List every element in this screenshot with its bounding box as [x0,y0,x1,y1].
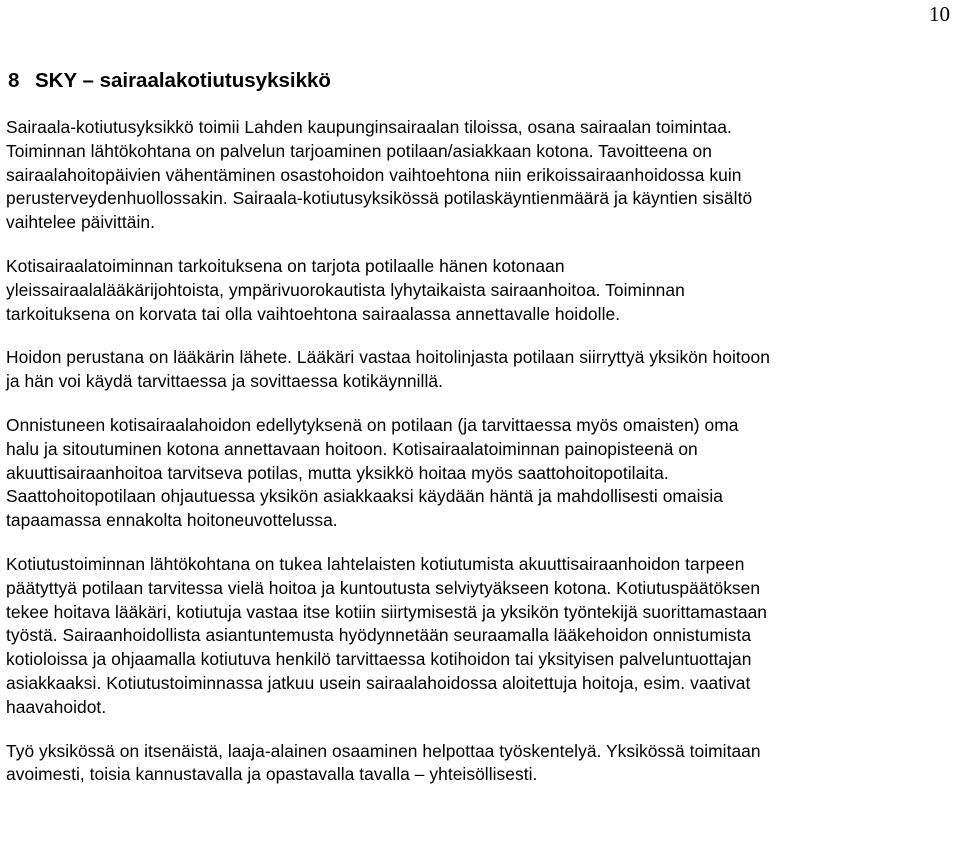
text-line: sairaalahoitopäivien vähentäminen osastohoidon vaihtoehtona niin erikoissairaanhoidossa kuin [6,164,742,185]
text-line: ja hän voi käydä tarvittaessa ja sovittaessa kotikäynnillä. [6,371,443,392]
text-line: työstä. Sairaanhoidollista asiantuntemusta hyödynnetään seuraamalla lääkehoidon onnistumista [6,625,752,646]
text-line: päätyttyä potilaan tarvitessa vielä hoitoa ja kuntoutusta selviytyäkseen kotona. Kotiutuspäätöksen [6,577,761,598]
text-line: akuuttisairaanhoitoa tarvitseva potilas, mutta yksikkö hoitaa myös saattohoitopotilaita. [6,462,669,483]
text-line: Toiminnan lähtökohtana on palvelun tarjoaminen potilaan/asiakkaan kotona. Tavoitteena on [6,140,712,161]
paragraph [6,553,946,720]
text-line: asiakkaaksi. Kotiutustoiminnassa jatkuu usein sairaalahoidossa aloitettuja hoitoja, esim. vaativat [6,672,751,693]
section-number: 8 [8,69,20,92]
text-line: avoimesti, toisia kannustavalla ja opastavalla tavalla – yhteisöllisesti. [6,764,538,785]
text-line: tarkoituksena on korvata tai olla vaihtoehtona sairaalassa annettavalle hoidolle. [6,303,621,324]
section-heading [8,68,331,94]
paragraph [6,346,946,394]
text-line: tapaamassa ennakolta hoitoneuvottelussa. [6,510,338,531]
paragraph [6,255,946,326]
section-body [6,116,946,807]
text-line: Saattohoitopotilaan ohjautuessa yksikön asiakkaaksi käydään häntä ja mahdollisesti omaisia [6,486,723,507]
text-line: yleissairaalalääkärijohtoista, ympärivuorokautista lyhytaikaista sairaanhoitoa. Toiminnan [6,279,685,300]
section-title: SKY – sairaalakotiutusyksikkö [35,69,331,92]
text-line: kotioloissa ja ohjaamalla kotiutuva henkilö tarvittaessa kotihoidon tai yksityisen palveluntuottajan [6,649,752,670]
paragraph [6,116,946,235]
text-line: halu ja sitoutuminen kotona annettavaan hoitoon. Kotisairaalatoiminnan painopisteenä on [6,438,698,459]
text-line: haavahoidot. [6,696,107,717]
text-line: Sairaala-kotiutusyksikkö toimii Lahden kaupunginsairaalan tiloissa, osana sairaalan toimintaa. [6,117,732,137]
text-line: Kotiutustoiminnan lähtökohtana on tukea lahtelaisten kotiutumista akuuttisairaanhoidon tarpeen [6,553,745,574]
page-number: 10 [929,2,950,26]
text-line: tekee hoitava lääkäri, kotiutuja vastaa itse kotiin siirtymisestä ja yksikön työntekijä suorittamastaan [6,601,768,622]
paragraph [6,414,946,533]
text-line: perusterveydenhuollossakin. Sairaala-kotiutusyksikössä potilaskäyntienmäärä ja käyntien sisältö [6,188,753,209]
paragraph [6,740,946,788]
text-line: Hoidon perustana on lääkärin lähete. Lääkäri vastaa hoitolinjasta potilaan siirryttyä yksikön hoitoon [6,347,770,368]
text-line: vaihtelee päivittäin. [6,212,155,233]
text-line: Työ yksikössä on itsenäistä, laaja-alainen osaaminen helpottaa työskentelyä. Yksikössä toimitaan [6,740,761,761]
text-line: Onnistuneen kotisairaalahoidon edellytyksenä on potilaan (ja tarvittaessa myös omaisten) oma [6,414,739,435]
text-line: Kotisairaalatoiminnan tarkoituksena on tarjota potilaalle hänen kotonaan [6,255,565,276]
